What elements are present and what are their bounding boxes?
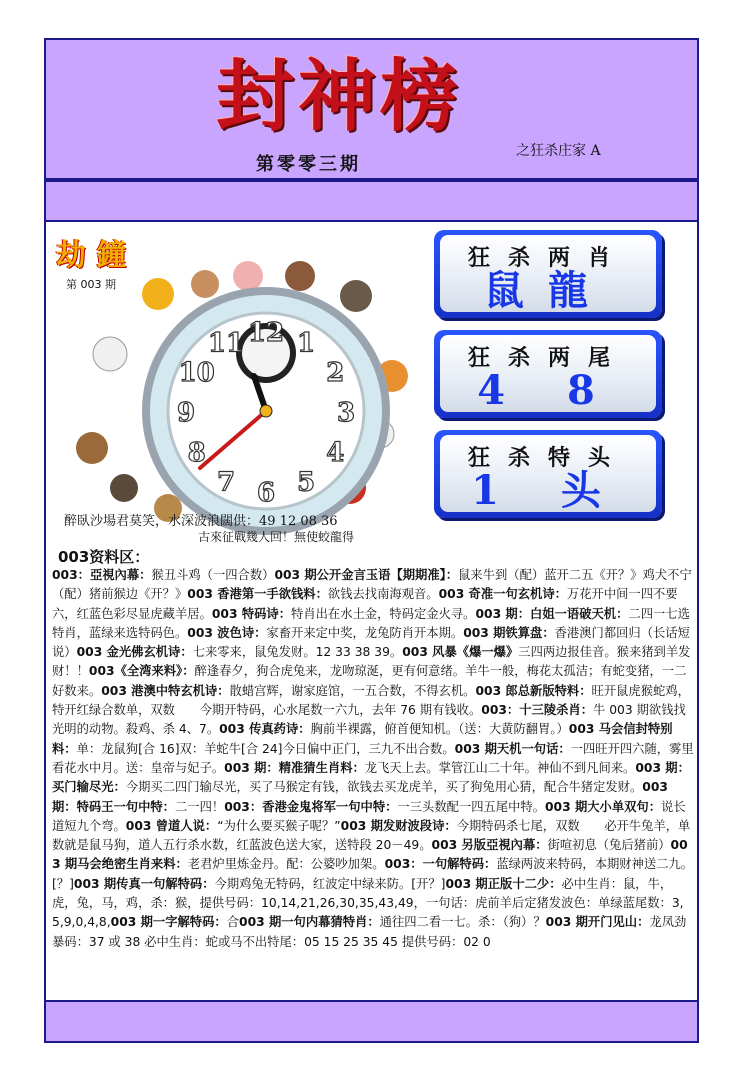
info-label: 003 期一句内幕猜特肖：: [239, 915, 380, 930]
clock-number: 3: [336, 398, 356, 428]
info-label: 003 香港第一手欲钱料：: [187, 587, 328, 602]
info-text: 特肖出在水土金，特码定金火寻。: [291, 606, 476, 621]
info-label: 003 期公开金言玉语【期期准】：: [274, 568, 459, 582]
clock-number: 9: [176, 398, 196, 428]
info-text: 鼠来牛到（配）蓝开二五《开？》鸡犬不宁（配）猪前猴边《开？》: [52, 568, 692, 602]
info-label: 003 期：特码王一句中特：: [52, 780, 668, 814]
info-label: 003：亞視內幕：: [52, 568, 152, 582]
info-text: 散蜡宫辉，谢家庭馆，一五合数，不得玄机。: [229, 683, 476, 698]
card-value: 4 8: [477, 367, 619, 414]
info-label: 003 曾道人说：: [125, 818, 218, 833]
clock-poem-line-2: 古來征戰幾人回！無使蛟龍得: [198, 530, 355, 544]
info-text: 单：龙鼠狗[合 16]双：羊蛇牛[合 24]今日偏中正门，三九不出合数。: [76, 741, 455, 756]
info-label: 003 郎总新版特料：: [475, 683, 592, 698]
divider-band: [46, 180, 697, 222]
clock-number: 7: [216, 467, 236, 498]
info-text: 七来零来，鼠兔发财。12 33 38 39。: [192, 645, 403, 660]
info-text: 街喧初息（兔后猪前）: [547, 838, 671, 853]
clock-number: 2: [326, 358, 345, 388]
info-label: 003：十三陵杀肖：: [481, 703, 594, 718]
clock-badge: 劫 鐘: [56, 238, 127, 273]
clock-poem-line-1: 醉臥沙場君莫笑，水深波浪闊供：49 12 08 36: [64, 514, 338, 529]
info-label: 003：一句解特码：: [384, 857, 497, 872]
info-text: 二四一七选特肖，蓝绿来选特码色。: [52, 606, 690, 640]
info-label: 003 传真药诗：: [219, 722, 311, 737]
info-text: 通往四二看一七。杀：（狗）？: [379, 915, 546, 930]
info-label: 003 期传真一句解特码：: [73, 876, 215, 891]
info-label: 003 期开门见山：: [545, 915, 650, 930]
card-heading: 狂杀特头: [467, 445, 628, 471]
info-text: 一四旺开四六随，雾里看花水中月。送：皇帝与妃子。: [52, 741, 694, 775]
info-text: 说长道短九个弯。: [52, 799, 686, 833]
info-text: 老君炉里炼金丹。配：公婆吵加架。: [187, 857, 385, 872]
info-label: 003 奇准一句玄机诗：: [438, 587, 567, 602]
info-text: 今期买二四门输尽光，买了马猴定有钱，欲钱去买龙虎羊，买了狗兔用心猜，配合牛猪定发财。: [125, 780, 643, 795]
clock-number: 10: [178, 358, 215, 388]
info-label: 003 港澳中特玄机诗：: [101, 683, 230, 698]
card-value: 鼠龍: [484, 267, 612, 314]
clock-number: 5: [296, 467, 316, 498]
card-tail: [434, 330, 662, 418]
info-text: 万花开中间一四不要六，红蓝色彩尽显虎藏羊居。: [52, 587, 678, 621]
info-label: 003：香港金鬼将军一句中特：: [224, 799, 398, 814]
info-label: 003 期发财波段诗：: [340, 818, 457, 833]
footer-band: [46, 1000, 697, 1041]
info-text: 旺开鼠虎猴蛇鸡，特开红绿合数单，双数 今期开特码，心水尾数一六九，去年 76 期有钱收。: [52, 683, 690, 718]
clock-period: 第 003 期: [66, 278, 116, 291]
info-label: 003 期大小单双句：: [545, 799, 662, 814]
card-heading: 狂杀两尾: [467, 345, 628, 371]
header-subtitle: 之狂杀庄家 A: [516, 143, 601, 159]
info-label: 003 期正版十二少：: [445, 876, 562, 891]
info-label: 003 另版亞視內幕：: [431, 838, 548, 853]
info-label: 003 马会信封特别料：: [52, 722, 673, 756]
info-section: [50, 544, 693, 998]
info-text: 香港澳门都回归（长话短说）: [52, 625, 690, 660]
info-text: 龙飞天上去。掌管江山二十年。神仙不到凡间来。: [364, 760, 636, 775]
clock-number: 11: [207, 328, 245, 359]
info-text: 一三头数配一四五尾中特。: [397, 799, 545, 814]
clock-number: 6: [256, 478, 276, 508]
info-text: 合: [226, 915, 240, 930]
info-label: 003 期：精准猜生肖料：: [224, 760, 365, 775]
clock-panel: [50, 226, 430, 544]
header-band: [46, 40, 697, 180]
info-text: 龙凤劲暴码：37 或 38 必中生肖：蛇或马不出特尾：05 15 25 35 45 提供号码：02 0: [52, 915, 687, 949]
info-text: 三四两边报佳音。猴来猪到羊发财！！: [52, 645, 691, 679]
info-text: 必中生肖：鼠，牛，虎，兔，马，鸡，杀：猴，提供号码：10,14,21,26,30,35,43,49，一句话：虎前羊后定猪发波色：单绿蓝尾数：3,5,9,0,4,8,: [52, 876, 684, 930]
info-label: 003 期天机一句话：: [454, 741, 571, 756]
info-text: “为什么要买猴子呢？”: [217, 818, 341, 833]
card-value: 1 头: [471, 467, 625, 514]
card-head: [434, 430, 662, 518]
info-text: 牛 003 期欲钱找光明的动物。殺鸡、杀 4、7。: [52, 703, 686, 737]
info-text: 猴丑斗鸡（一四合数）: [151, 568, 275, 582]
info-label: 003 期铁算盘：: [463, 625, 555, 640]
info-label: 003 金光佛玄机诗：: [76, 645, 193, 660]
info-text: 二一四！: [174, 799, 225, 814]
info-label: 003 特码诗：: [211, 606, 292, 621]
clock-number: 4: [326, 438, 345, 468]
poster-frame: [44, 38, 699, 1043]
info-text: 蓝绿两波来特码，本期财神送二九。[？]: [52, 857, 694, 891]
info-text: 欲钱去找南海观音。: [327, 587, 439, 602]
issue-number: 第零零三期: [256, 154, 361, 175]
page-title: 封神榜: [216, 51, 463, 142]
info-label: 003 波色诗：: [187, 625, 267, 640]
info-label: 003《全湾来料》：: [88, 664, 195, 679]
info-text: 胸前半裸露，俯首便知机。（送：大黄防翻胃。）: [310, 722, 569, 737]
clock-number: 12: [247, 318, 285, 348]
info-label: 003 期一字解特码：: [110, 915, 227, 930]
info-text: 今期鸡兔无特码，红波定中绿来防。[开？]: [214, 876, 446, 891]
card-heading: 狂杀两肖: [467, 245, 628, 271]
info-label: 003 期马会绝密生肖来料：: [52, 838, 688, 872]
info-title: 003资料区：: [58, 548, 150, 566]
clock-number: 1: [296, 328, 316, 359]
info-label: 003 期：白姐一语破天机：: [475, 606, 629, 621]
card-zodiac: [434, 230, 662, 318]
info-text: 醉逢春夕，狗合虎兔来，龙吻琼涎，更有何意绪。羊牛一般，梅花太孤洁；有蛇变猪，一二好数来。: [52, 664, 687, 698]
info-label: 003 风暴《爆一爆》: [402, 645, 519, 660]
zodiac-clock-illustration: [50, 226, 430, 544]
info-text: 家畜开来定中奖，龙兔防肖开本期。: [266, 625, 464, 640]
info-text: 今期特码杀七尾，双数 必开牛兔羊，单数就是鼠马狗，道人五行杀水数，红蓝波色送大家，送特段 20－49。: [52, 818, 691, 853]
info-body: [52, 566, 695, 952]
info-label: 003 期：买门输尽光：: [52, 760, 690, 795]
clock-number: 8: [187, 438, 206, 468]
